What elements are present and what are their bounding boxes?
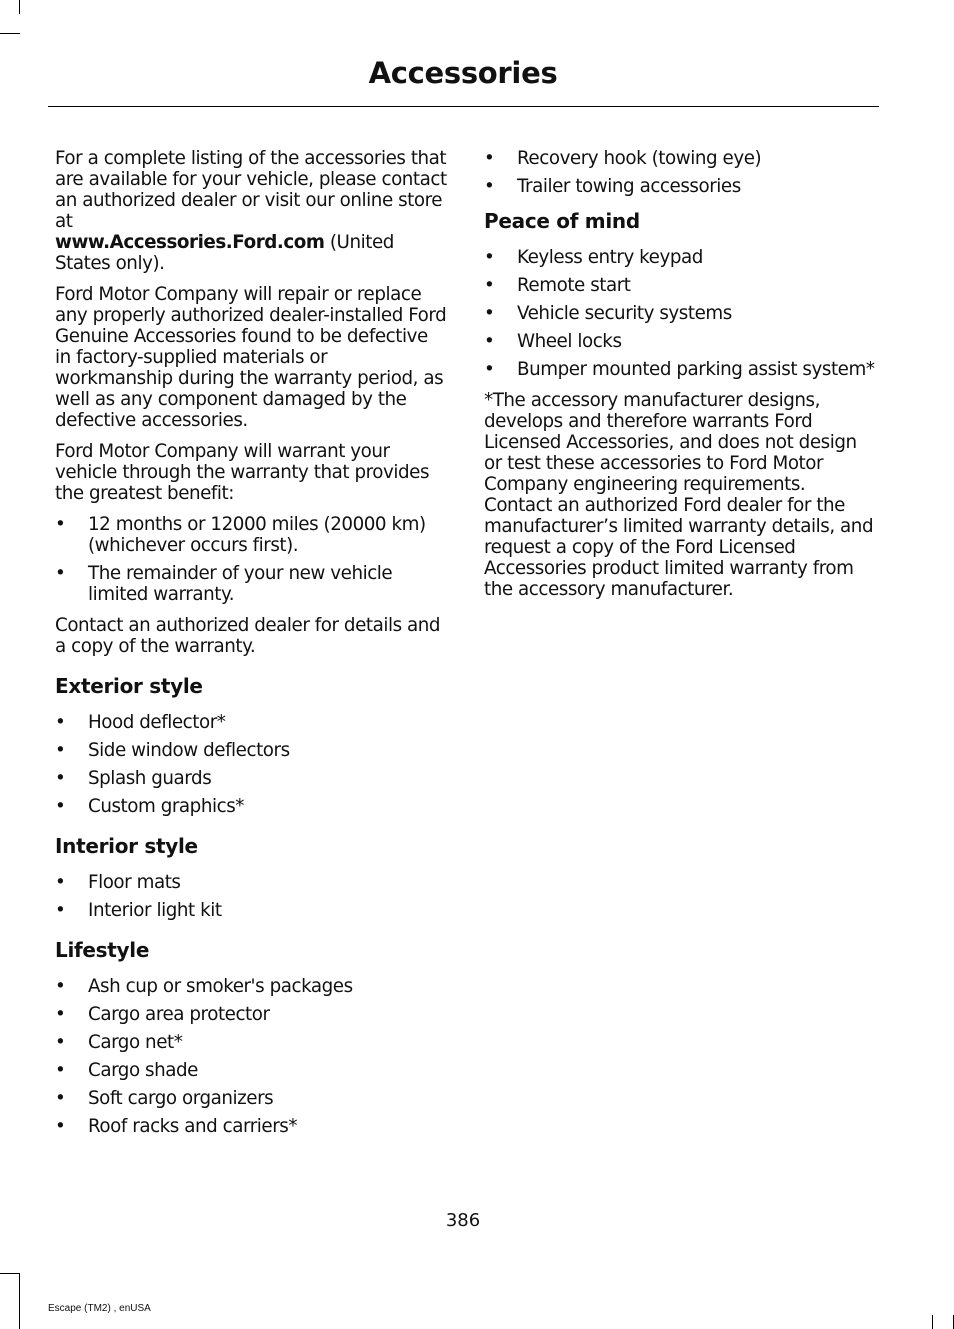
crop-mark-top-left-v (19, 0, 20, 14)
bullet-icon: • (55, 1032, 66, 1053)
peace-of-mind-list (484, 247, 876, 380)
crop-mark-bottom-right-v1 (932, 1315, 933, 1329)
bullet-icon: • (55, 740, 66, 761)
list-item (55, 768, 447, 789)
bullet-icon: • (55, 976, 66, 997)
interior-style-heading: Interior style (55, 834, 198, 858)
list-item (55, 514, 447, 556)
bullet-icon: • (484, 247, 495, 268)
list-item-text: Wheel locks (517, 331, 622, 352)
lifestyle-heading: Lifestyle (55, 938, 150, 962)
list-item (55, 563, 447, 605)
list-item (55, 1060, 447, 1081)
list-item-text: Cargo net* (88, 1032, 183, 1053)
footer-label: Escape (TM2) , enUSA (48, 1303, 151, 1314)
warranty-list (55, 514, 447, 605)
list-item (55, 1032, 447, 1053)
bullet-icon: • (55, 1004, 66, 1025)
bullet-icon: • (484, 148, 495, 169)
list-item (484, 275, 876, 296)
list-item-text: Recovery hook (towing eye) (517, 148, 762, 169)
list-item-text: Trailer towing accessories (517, 176, 741, 197)
list-item (55, 1116, 447, 1137)
crop-mark-top-left-h (0, 33, 20, 34)
bullet-icon: • (55, 872, 66, 893)
bullet-icon: • (55, 900, 66, 921)
list-item (55, 796, 447, 817)
bullet-icon: • (484, 359, 495, 380)
lifestyle-list-continued (484, 148, 876, 197)
list-item (484, 247, 876, 268)
list-item-text: Cargo shade (88, 1060, 198, 1081)
interior-style-list (55, 872, 447, 921)
accessories-store-link[interactable]: www.Accessories.Ford.com (55, 232, 325, 253)
bullet-icon: • (55, 563, 66, 584)
intro-paragraph (55, 148, 447, 274)
list-item (55, 740, 447, 761)
exterior-style-list (55, 712, 447, 817)
list-item (55, 1088, 447, 1109)
page-title: Accessories (368, 56, 558, 90)
list-item (55, 1004, 447, 1025)
bullet-icon: • (484, 176, 495, 197)
list-item-text: Ash cup or smoker's packages (88, 976, 353, 997)
list-item (55, 900, 447, 921)
list-item (55, 712, 447, 733)
warrant-paragraph: Ford Motor Company will warrant your vehicle through the warranty that provides the greatest benefit: (55, 441, 430, 504)
list-item-text: Cargo area protector (88, 1004, 270, 1025)
list-item-text: Vehicle security systems (517, 303, 732, 324)
page-number: 386 (445, 1210, 481, 1231)
bullet-icon: • (484, 303, 495, 324)
bullet-icon: • (55, 1060, 66, 1081)
bullet-icon: • (55, 796, 66, 817)
list-item-text: Hood deflector* (88, 712, 226, 733)
list-item-text: Remote start (517, 275, 631, 296)
right-column (484, 148, 876, 610)
bullet-icon: • (484, 275, 495, 296)
accessory-manufacturer-footnote: *The accessory manufacturer designs, develops and therefore warrants Ford Licensed Accessories, and does not design or test these accessories to Ford Motor Company engineering requirements. Contact an authorized Ford dealer for the manufacturer’s limited warranty details, and request a copy of the Ford Licensed Accessories product limited warranty from the accessory manufacturer. (484, 390, 874, 600)
list-item-text: Splash guards (88, 768, 212, 789)
bullet-icon: • (484, 331, 495, 352)
list-item-text: Side window deflectors (88, 740, 290, 761)
list-item-text: Roof racks and carriers* (88, 1116, 298, 1137)
list-item-text: Keyless entry keypad (517, 247, 703, 268)
list-item-text: 12 months or 12000 miles (20000 km) (whichever occurs first). (88, 514, 426, 556)
list-item (484, 331, 876, 352)
list-item (55, 976, 447, 997)
list-item (484, 359, 876, 380)
list-item-text: Interior light kit (88, 900, 222, 921)
list-item-text: Bumper mounted parking assist system* (517, 359, 875, 380)
bullet-icon: • (55, 1088, 66, 1109)
intro-text: For a complete listing of the accessories that are available for your vehicle, please contact an authorized dealer or visit our online store at (55, 148, 447, 232)
bullet-icon: • (55, 1116, 66, 1137)
list-item-text: Custom graphics* (88, 796, 244, 817)
list-item (484, 176, 876, 197)
bullet-icon: • (55, 768, 66, 789)
peace-of-mind-heading: Peace of mind (484, 209, 640, 233)
title-divider (48, 106, 879, 107)
bullet-icon: • (55, 712, 66, 733)
exterior-style-heading: Exterior style (55, 674, 203, 698)
list-item-text: Soft cargo organizers (88, 1088, 274, 1109)
list-item-text: The remainder of your new vehicle limited warranty. (88, 563, 393, 605)
repair-paragraph: Ford Motor Company will repair or replace any properly authorized dealer-installed Ford Genuine Accessories found to be defective in factory-supplied materials or workmanship during the warranty period, as well as any component damaged by the defective accessories. (55, 284, 447, 431)
crop-mark-bottom-left-h (0, 1273, 20, 1274)
list-item (484, 303, 876, 324)
bullet-icon: • (55, 514, 66, 535)
list-item-text: Floor mats (88, 872, 181, 893)
crop-mark-bottom-left-v (19, 1273, 20, 1329)
intro-text-after: (United States only). (55, 232, 394, 274)
left-column (55, 148, 447, 1147)
contact-paragraph: Contact an authorized dealer for details and a copy of the warranty. (55, 615, 441, 657)
lifestyle-list (55, 976, 447, 1137)
list-item (484, 148, 876, 169)
list-item (55, 872, 447, 893)
